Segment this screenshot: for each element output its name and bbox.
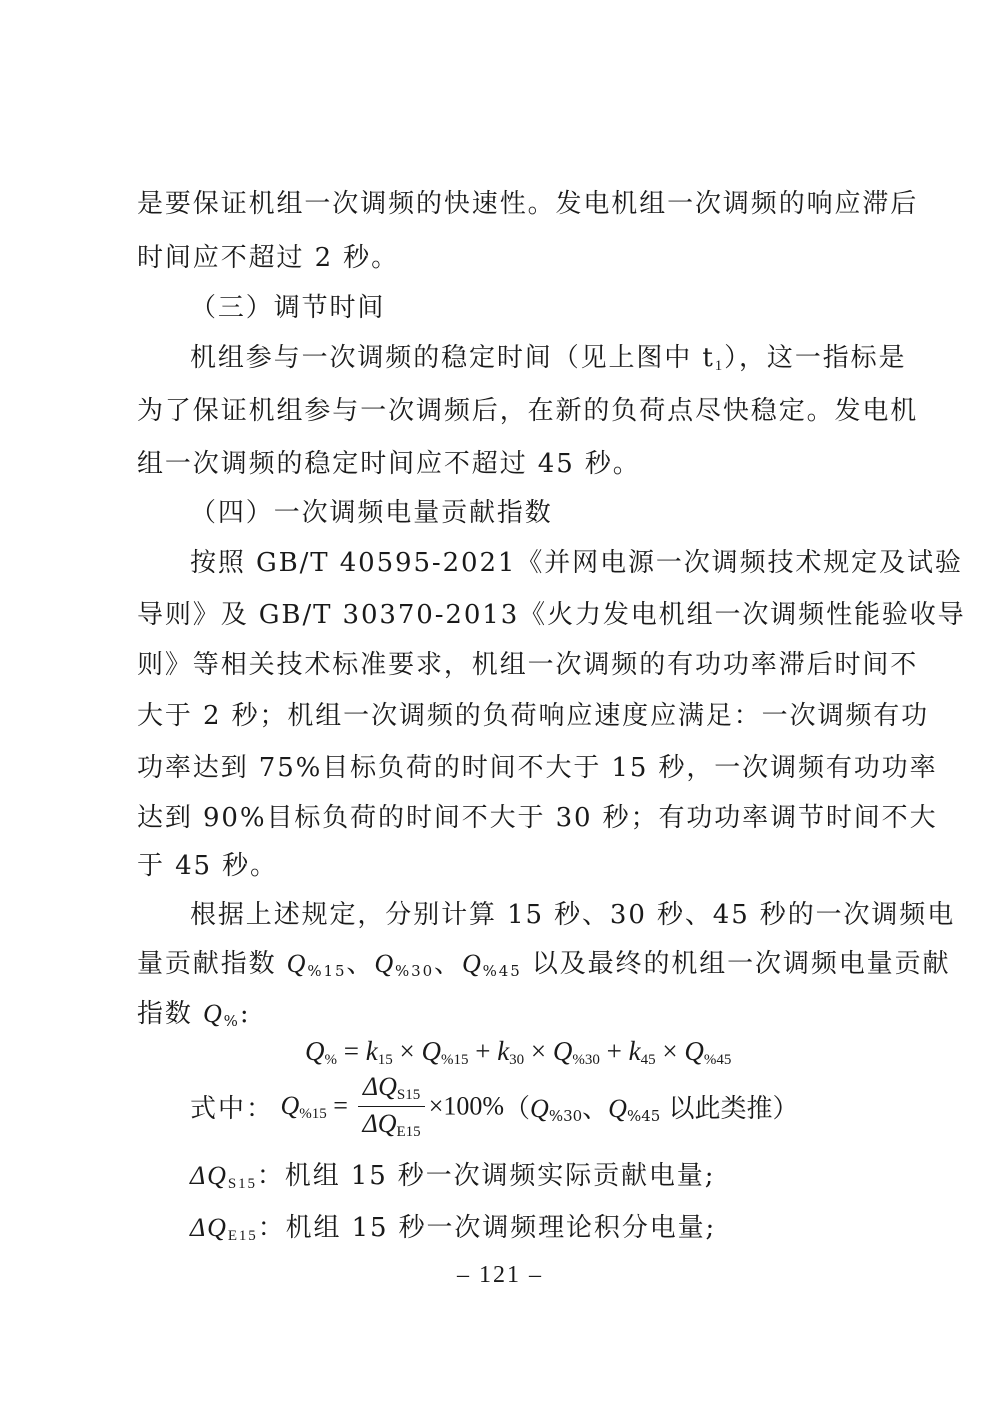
page-number: – 121 – [457, 1262, 543, 1288]
paragraph-line [0, 946, 1000, 989]
subscript: %15 [307, 962, 347, 980]
subscript: %45 [703, 1052, 732, 1068]
subscript: 1 [714, 358, 725, 374]
subscript: %15 [440, 1052, 469, 1068]
subscript: % [223, 1012, 240, 1030]
paragraph-line [0, 996, 1000, 1039]
paragraph-line: 则》等相关技术标准要求，机组一次调频的有功功率滞后时间不 [137, 650, 919, 680]
subscript: %30 [548, 1107, 583, 1125]
text-span: 以及最终的机组一次调频电量贡献 [521, 949, 951, 979]
times-100-percent: ×100% [428, 1091, 505, 1121]
main-formula [305, 1036, 731, 1069]
symbol-q: Q [530, 1094, 549, 1123]
paragraph-line: 是要保证机组一次调频的快速性。发电机组一次调频的响应滞后 [137, 189, 919, 219]
symbol-delta-q: ΔQ [190, 1161, 228, 1190]
text-span: 机组参与一次调频的稳定时间（见上图中 t [190, 343, 715, 373]
operator-equals: = [326, 1090, 355, 1120]
subscript: S15 [396, 1087, 421, 1103]
symbol-q: Q [202, 999, 224, 1028]
symbol-q: Q [421, 1036, 441, 1066]
text-span: 指数 [137, 999, 203, 1029]
symbol-q: Q [461, 949, 483, 978]
symbol-delta-q: ΔQ [362, 1109, 397, 1138]
symbol-q: Q [608, 1094, 627, 1123]
subscript: 45 [640, 1052, 656, 1068]
where-label: 式中： [190, 1094, 275, 1124]
text-span: : [239, 999, 251, 1029]
separator: 、 [434, 949, 462, 979]
text-span: 量贡献指数 [137, 949, 287, 979]
separator: 、 [346, 949, 375, 979]
paragraph-line: 按照 GB/T 40595-2021《并网电源一次调频技术规定及试验 [190, 548, 963, 578]
subscript: %45 [482, 962, 522, 980]
symbol-q: Q [280, 1090, 300, 1120]
paragraph-line: 功率达到 75%目标负荷的时间不大于 15 秒，一次调频有功功率 [137, 753, 938, 783]
fraction-numerator [358, 1072, 424, 1107]
operator-times: × [655, 1036, 685, 1066]
paragraph-line: 达到 90%目标负荷的时间不大于 30 秒；有功功率调节时间不大 [137, 803, 938, 833]
paragraph-line: 时间应不超过 2 秒。 [137, 243, 399, 273]
subscript: % [324, 1052, 337, 1068]
paragraph-line: 为了保证机组参与一次调频后，在新的负荷点尽快稳定。发电机 [137, 396, 919, 426]
symbol-k: k [365, 1036, 378, 1066]
fraction-denominator [358, 1107, 424, 1141]
operator-times: × [524, 1036, 553, 1066]
subscript: %30 [572, 1052, 600, 1068]
subscript: E15 [396, 1124, 421, 1140]
note-close: 以此类推） [660, 1094, 799, 1124]
symbol-q: Q [684, 1036, 704, 1066]
subscript: E15 [227, 1228, 258, 1244]
symbol-delta-q: ΔQ [190, 1213, 228, 1242]
symbol-q: Q [286, 949, 308, 978]
definition-text: ：机组 15 秒一次调频实际贡献电量; [256, 1161, 716, 1191]
section-heading: （四）一次调频电量贡献指数 [190, 498, 553, 528]
subscript: 15 [377, 1052, 393, 1068]
paragraph-line [0, 340, 907, 384]
operator-times: × [392, 1036, 422, 1066]
fraction [358, 1072, 424, 1141]
paragraph-line: 大于 2 秒；机组一次调频的负荷响应速度应满足：一次调频有功 [137, 701, 930, 731]
subscript: S15 [227, 1176, 257, 1192]
definition-text: ：机组 15 秒一次调频理论积分电量; [257, 1213, 717, 1243]
symbol-delta-q: ΔQ [362, 1072, 397, 1101]
text-span: ），这一指标是 [724, 343, 907, 373]
section-heading: （三）调节时间 [190, 293, 386, 323]
subscript: 30 [509, 1052, 525, 1068]
paragraph-line: 于 45 秒。 [137, 851, 278, 881]
definition-line [0, 1158, 1000, 1202]
definition-line [0, 1210, 1000, 1254]
symbol-q: Q [305, 1036, 325, 1066]
subscript: %15 [299, 1105, 327, 1122]
paragraph-line: 导则》及 GB/T 30370-2013《火力发电机组一次调频性能验收导 [137, 600, 966, 630]
symbol-q: Q [374, 949, 395, 978]
operator-plus: + [599, 1036, 629, 1066]
symbol-k: k [497, 1036, 510, 1066]
paragraph-line: 根据上述规定，分别计算 15 秒、30 秒、45 秒的一次调频电 [190, 900, 956, 930]
paragraph-line: 组一次调频的稳定时间应不超过 45 秒。 [137, 449, 641, 479]
operator-equals: = [337, 1036, 366, 1066]
where-formula [190, 1072, 799, 1141]
subscript: %30 [395, 962, 435, 980]
note-separator: 、 [582, 1094, 609, 1124]
symbol-k: k [628, 1036, 641, 1066]
subscript: %45 [626, 1107, 661, 1125]
symbol-q: Q [552, 1036, 573, 1066]
note-open: （ [504, 1094, 531, 1124]
operator-plus: + [468, 1036, 498, 1066]
